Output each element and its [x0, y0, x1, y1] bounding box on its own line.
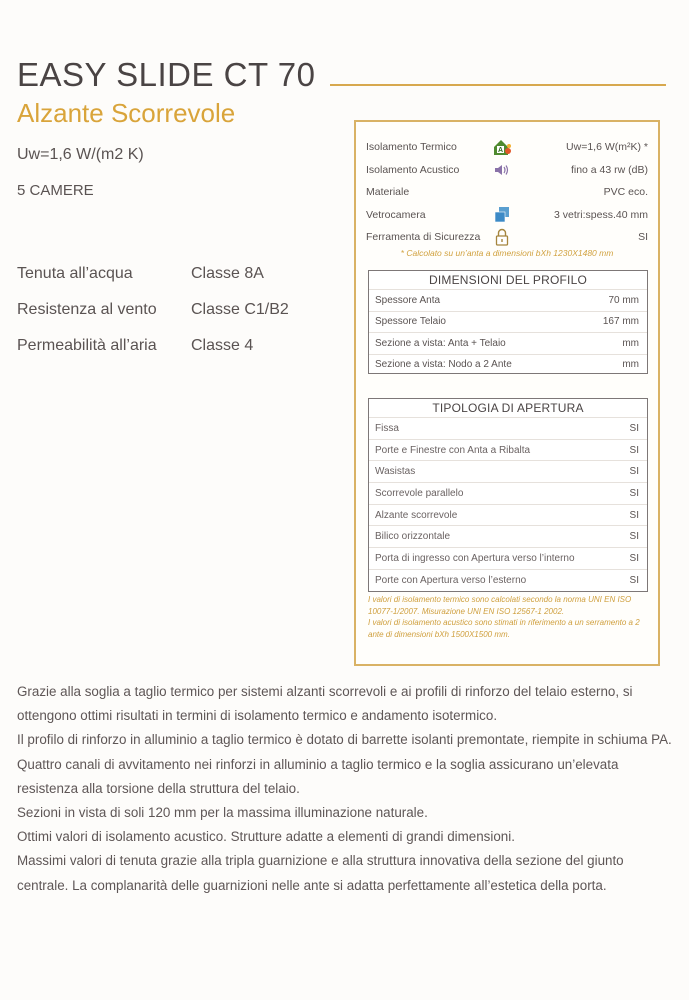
energy-class-house-icon [492, 138, 512, 156]
opening-type-label: Alzante scorrevole [375, 509, 458, 521]
performance-label: Resistenza al vento [17, 301, 157, 318]
opening-types-table [368, 398, 648, 592]
dimension-value: 70 mm [608, 294, 639, 306]
opening-type-label: Fissa [375, 422, 399, 434]
opening-type-label: Wasistas [375, 466, 416, 478]
spec-label: Ferramenta di Sicurezza [366, 231, 481, 244]
opening-type-value: SI [629, 531, 639, 543]
opening-type-value: SI [629, 552, 639, 564]
spec-list [366, 136, 648, 249]
spec-value: Uw=1,6 W(m²K) * [566, 141, 648, 154]
opening-type-value: SI [629, 444, 639, 456]
opening-type-value: SI [629, 509, 639, 521]
performance-row [17, 292, 289, 328]
dimension-label: Spessore Anta [375, 294, 441, 306]
dimension-row [369, 289, 647, 311]
thermal-note: I valori di isolamento termico sono calcolati secondo la norma UNI EN ISO 10077-1/2007. Misurazione UNI EN ISO 12567-1 2002. [368, 595, 632, 616]
opening-type-row [369, 504, 647, 526]
spec-label: Materiale [366, 186, 410, 199]
opening-type-label: Bilico orizzontale [375, 531, 451, 543]
spec-label: Isolamento Termico [366, 141, 457, 154]
speaker-sound-icon [492, 161, 512, 179]
description-paragraph: Massimi valori di tenuta grazie alla tripla guarnizione e alla struttura innovativa della sezione del giunto centrale. La complanarità delle guarnizioni nelle ante si adatta perfettamente all’estetica della porta. [17, 853, 624, 893]
acoustic-note: I valori di isolamento acustico sono stimati in riferimento a un serramento a 2 ante di dimensioni bXh 1500X1500 mm. [368, 618, 640, 639]
description-paragraph: Grazie alla soglia a taglio termico per sistemi alzanti scorrevoli e ai profili di rinforzo del telaio esterno, si ottengono ottimi risultati in termini di isolamento termico e andamento isotermico. [17, 684, 633, 724]
product-description [17, 680, 677, 898]
spec-row [366, 204, 648, 227]
spec-footnote: * Calcolato su un’anta a dimensioni bXh 1230X1480 mm [400, 248, 614, 258]
opening-type-row [369, 525, 647, 547]
dimensions-title: DIMENSIONI DEL PROFILO [429, 273, 587, 287]
performance-value: Classe 8A [191, 265, 264, 282]
spec-row [366, 226, 648, 249]
glass-panes-icon [492, 206, 512, 224]
spec-label: Vetrocamera [366, 208, 426, 221]
performance-list [17, 256, 289, 364]
spec-row [366, 136, 648, 159]
opening-type-row [369, 439, 647, 461]
dimension-value: mm [622, 359, 639, 371]
svg-text:A: A [497, 147, 504, 155]
opening-type-label: Porte con Apertura verso l’esterno [375, 574, 527, 586]
opening-type-value: SI [629, 422, 639, 434]
dimension-row [369, 332, 647, 354]
spec-value: fino a 43 rw (dB) [570, 163, 648, 176]
opening-type-label: Scorrevole parallelo [375, 487, 464, 499]
description-paragraph: Il profilo di rinforzo in alluminio a taglio termico è dotato di barrette isolanti premontate, riempite in schiuma PA. Quattro canali di avvitamento nei rinforzi in alluminio a taglio termico e la soglia assicurano un’elevata resistenza alla torsione della struttura del telaio. [17, 732, 672, 796]
dimension-label: Spessore Telaio [375, 316, 446, 328]
opening-type-row [369, 460, 647, 482]
chambers-count: 5 CAMERE [17, 182, 94, 199]
opening-type-value: SI [629, 466, 639, 478]
opening-type-value: SI [629, 487, 639, 499]
performance-label: Permeabilità all’aria [17, 337, 157, 354]
performance-value: Classe 4 [191, 337, 254, 354]
profile-dimensions-table [368, 270, 648, 374]
standards-notes [368, 594, 652, 640]
spec-label: Isolamento Acustico [366, 163, 460, 176]
dimension-value: 167 mm [602, 316, 639, 328]
opening-type-label: Porta di ingresso con Apertura verso l’interno [375, 552, 575, 564]
performance-row [17, 328, 289, 364]
title-divider [330, 84, 666, 86]
opening-type-row [369, 482, 647, 504]
opening-types-title: TIPOLOGIA DI APERTURA [432, 401, 584, 415]
performance-value: Classe C1/B2 [191, 301, 289, 318]
product-title: EASY SLIDE CT 70 [17, 56, 316, 93]
performance-label: Tenuta all’acqua [17, 265, 133, 282]
opening-type-value: SI [629, 574, 639, 586]
spec-row [366, 181, 648, 204]
description-paragraph: Sezioni in vista di soli 120 mm per la massima illuminazione naturale. [17, 805, 428, 821]
description-paragraph: Ottimi valori di isolamento acustico. Strutture adatte a elementi di grandi dimensioni. [17, 829, 515, 845]
padlock-icon [492, 228, 512, 246]
uw-value: Uw=1,6 W/(m2 K) [17, 146, 144, 163]
spec-value: PVC eco. [603, 186, 648, 199]
spec-row [366, 159, 648, 182]
spec-sheet-box [354, 120, 660, 666]
spec-value: 3 vetri:spess.40 mm [554, 208, 648, 221]
opening-type-row [369, 569, 647, 591]
dimension-label: Sezione a vista: Nodo a 2 Ante [375, 359, 512, 371]
spec-value: SI [638, 231, 648, 244]
dimension-row [369, 354, 647, 376]
opening-type-label: Porte e Finestre con Anta a Ribalta [375, 444, 531, 456]
performance-row [17, 256, 289, 292]
dimension-value: mm [622, 337, 639, 349]
opening-type-row [369, 417, 647, 439]
dimension-row [369, 311, 647, 333]
dimension-label: Sezione a vista: Anta + Telaio [375, 337, 506, 349]
product-subtitle: Alzante Scorrevole [17, 98, 236, 128]
opening-type-row [369, 547, 647, 569]
